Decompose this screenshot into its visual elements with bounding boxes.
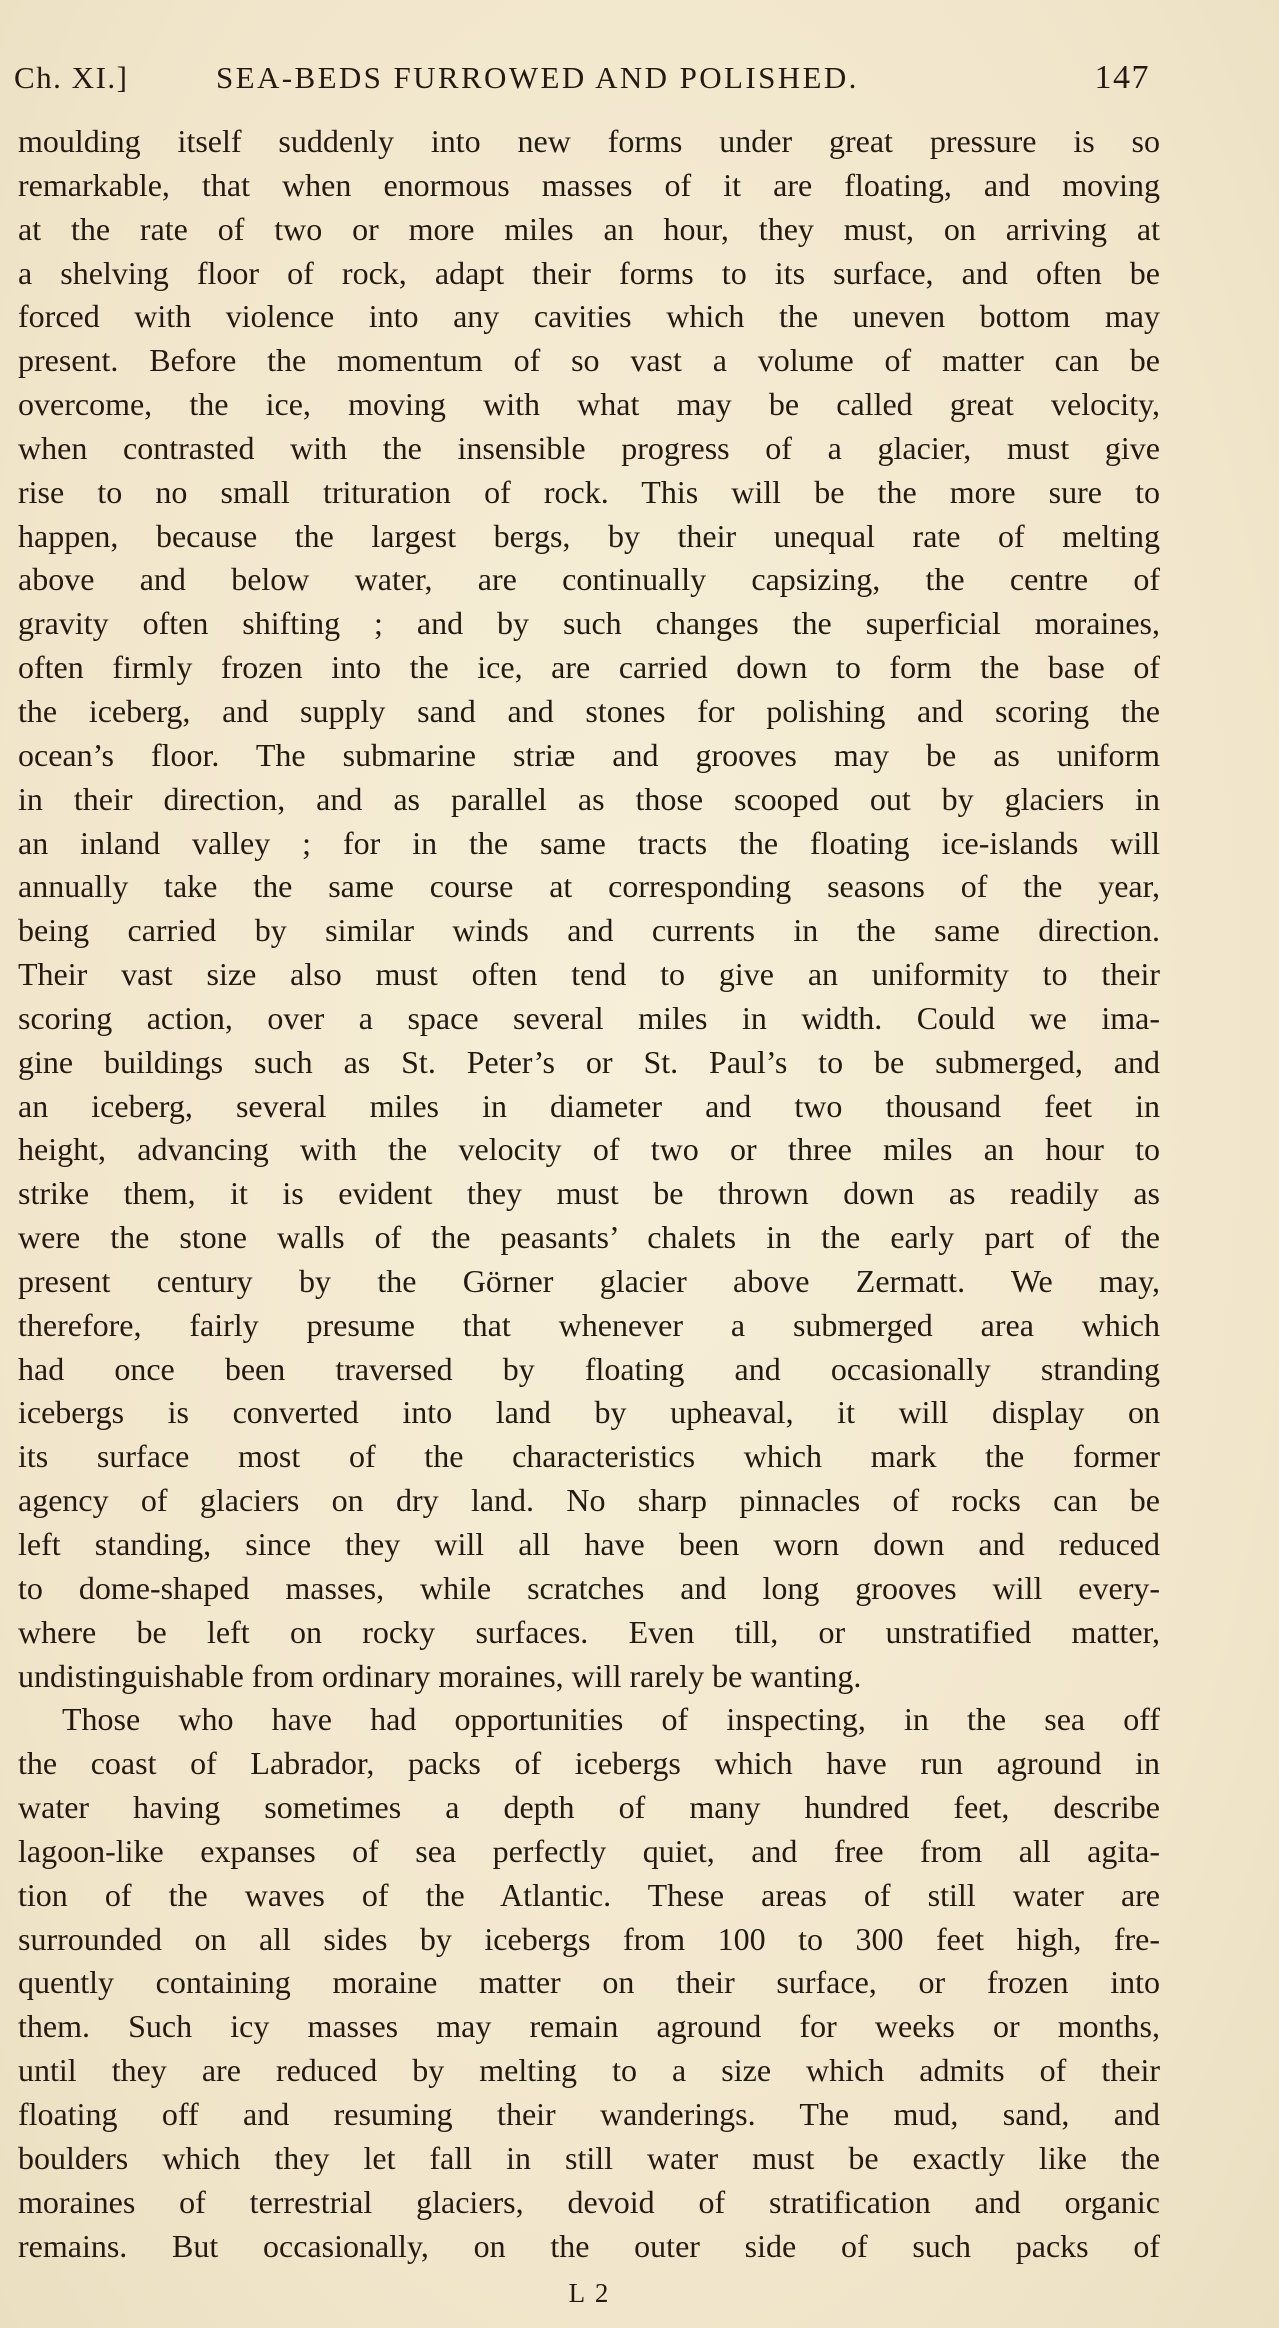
text-line: the coast of Labrador, packs of icebergs which have run aground in bbox=[18, 1745, 1160, 1782]
text-line: undistinguishable from ordinary moraines, will rarely be wanting. bbox=[18, 1657, 862, 1694]
text-line: quently containing moraine matter on their surface, or frozen into bbox=[18, 1964, 1160, 2001]
text-line: strike them, it is evident they must be thrown down as readily as bbox=[18, 1175, 1160, 1212]
text-line: above and below water, are continually capsizing, the centre of bbox=[18, 561, 1160, 598]
text-line: rise to no small trituration of rock. This will be the more sure to bbox=[18, 473, 1160, 510]
text-line: ocean’s floor. The submarine striæ and grooves may be as uniform bbox=[18, 736, 1160, 773]
text-line: often firmly frozen into the ice, are carried down to form the base of bbox=[18, 649, 1160, 686]
running-title: SEA-BEDS FURROWED AND POLISHED. bbox=[216, 60, 859, 95]
text-line: remarkable, that when enormous masses of it are floating, and moving bbox=[18, 166, 1160, 203]
text-line: had once been traversed by floating and occasionally stranding bbox=[18, 1350, 1160, 1387]
text-line: left standing, since they will all have been worn down and reduced bbox=[18, 1526, 1160, 1562]
page-number: 147 bbox=[1094, 59, 1150, 96]
text-line: present century by the Görner glacier above Zermatt. We may, bbox=[18, 1262, 1160, 1299]
text-line: in their direction, and as parallel as those scooped out by glaciers in bbox=[18, 780, 1160, 817]
text-line: were the stone walls of the peasants’ chalets in the early part of the bbox=[18, 1219, 1160, 1256]
text-line: remains. But occasionally, on the outer side of such packs of bbox=[18, 2227, 1160, 2264]
text-line: boulders which they let fall in still water must be exactly like the bbox=[18, 2139, 1160, 2176]
text-line: Those who have had opportunities of inspecting, in the sea off bbox=[62, 1701, 1160, 1738]
text-line: scoring action, over a space several miles in width. Could we ima- bbox=[18, 999, 1160, 1036]
text-line: agency of glaciers on dry land. No sharp pinnacles of rocks can be bbox=[18, 1482, 1160, 1519]
body-text bbox=[18, 120, 1160, 2268]
text-line: water having sometimes a depth of many hundred feet, describe bbox=[18, 1789, 1160, 1826]
text-line: tion of the waves of the Atlantic. These areas of still water are bbox=[18, 1876, 1160, 1913]
running-head bbox=[14, 56, 1150, 100]
text-line: the iceberg, and supply sand and stones for polishing and scoring the bbox=[18, 692, 1160, 729]
text-line: its surface most of the characteristics which mark the former bbox=[18, 1438, 1160, 1475]
text-line: gravity often shifting ; and by such changes the superficial moraines, bbox=[18, 605, 1160, 642]
text-line: present. Before the momentum of so vast a volume of matter can be bbox=[18, 342, 1160, 379]
text-line: moraines of terrestrial glaciers, devoid of stratification and organic bbox=[18, 2183, 1160, 2220]
text-line: where be left on rocky surfaces. Even till, or unstratified matter, bbox=[18, 1613, 1160, 1650]
text-line: overcome, the ice, moving with what may be called great velocity, bbox=[18, 386, 1160, 423]
text-line: when contrasted with the insensible progress of a glacier, must give bbox=[18, 429, 1160, 466]
text-line: at the rate of two or more miles an hour, they must, on arriving at bbox=[18, 210, 1160, 247]
text-line: until they are reduced by melting to a size which admits of their bbox=[18, 2052, 1160, 2089]
text-line: gine buildings such as St. Peter’s or St. Paul’s to be submerged, and bbox=[18, 1043, 1160, 1080]
signature-mark: L 2 bbox=[568, 2278, 611, 2308]
text-line: therefore, fairly presume that whenever a submerged area which bbox=[18, 1306, 1160, 1343]
text-line: surrounded on all sides by icebergs from 100 to 300 feet high, fre- bbox=[18, 1920, 1160, 1957]
text-line: happen, because the largest bergs, by their unequal rate of melting bbox=[18, 517, 1160, 554]
text-line: an inland valley ; for in the same tracts the floating ice-islands will bbox=[18, 824, 1160, 861]
text-line: being carried by similar winds and currents in the same direction. bbox=[18, 912, 1160, 949]
text-line: annually take the same course at corresponding seasons of the year, bbox=[18, 868, 1160, 905]
text-line: Their vast size also must often tend to give an uniformity to their bbox=[18, 956, 1160, 993]
text-line: height, advancing with the velocity of two or three miles an hour to bbox=[18, 1131, 1160, 1168]
text-line: forced with violence into any cavities which the uneven bottom may bbox=[18, 298, 1160, 335]
text-line: a shelving floor of rock, adapt their forms to its surface, and often be bbox=[18, 254, 1160, 291]
text-line: them. Such icy masses may remain aground for weeks or months, bbox=[18, 2008, 1160, 2045]
text-line: icebergs is converted into land by upheaval, it will display on bbox=[18, 1394, 1160, 1431]
text-line: an iceberg, several miles in diameter and two thousand feet in bbox=[18, 1087, 1160, 1124]
text-line: floating off and resuming their wanderings. The mud, sand, and bbox=[18, 2095, 1160, 2132]
text-line: to dome-shaped masses, while scratches and long grooves will every- bbox=[18, 1569, 1160, 1606]
chapter-label: Ch. XI.] bbox=[14, 60, 129, 95]
text-line: lagoon-like expanses of sea perfectly quiet, and free from all agita- bbox=[18, 1832, 1160, 1869]
text-line: moulding itself suddenly into new forms under great pressure is so bbox=[18, 123, 1160, 159]
